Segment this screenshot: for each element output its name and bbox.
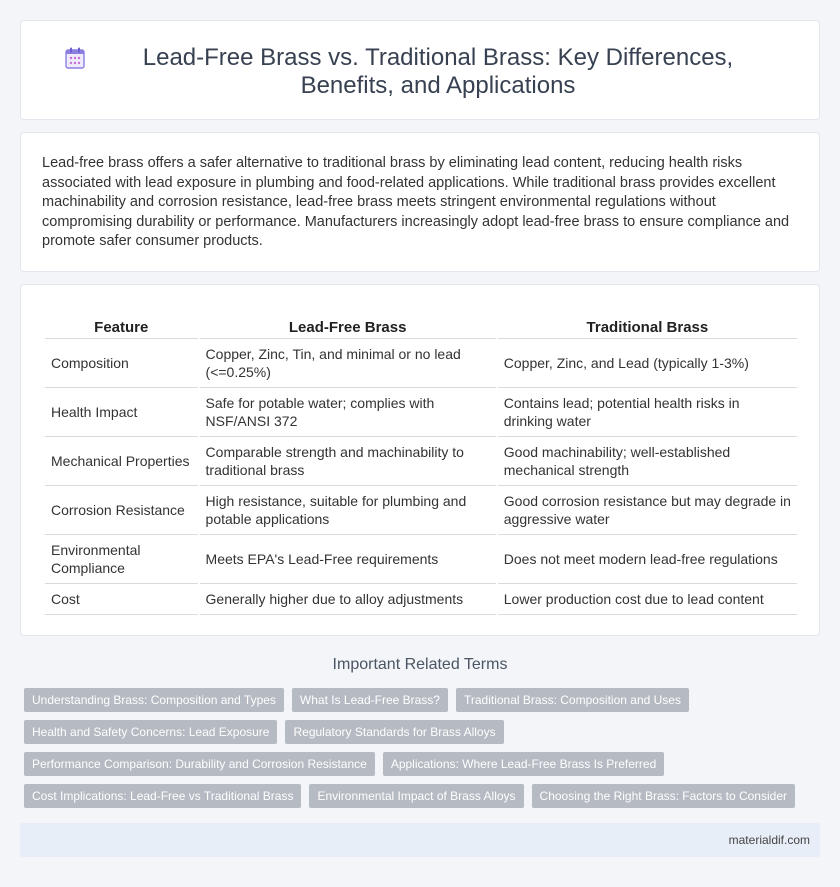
related-term-tag[interactable]: Traditional Brass: Composition and Uses (456, 688, 689, 712)
header-traditional-brass: Traditional Brass (498, 315, 797, 339)
page-title: Lead-Free Brass vs. Traditional Brass: Key Differences, Benefits, and Applications (142, 44, 734, 99)
feature-cell: Health Impact (45, 388, 198, 437)
lead-free-cell: Meets EPA's Lead-Free requirements (200, 535, 496, 584)
table-row (45, 535, 797, 584)
traditional-cell: Good corrosion resistance but may degrade in aggressive water (498, 486, 797, 535)
traditional-cell: Good machinability; well-established mechanical strength (498, 437, 797, 486)
table-row (45, 388, 797, 437)
feature-cell: Mechanical Properties (45, 437, 198, 486)
related-term-tag[interactable]: Environmental Impact of Brass Alloys (309, 784, 523, 808)
related-term-tag[interactable]: Cost Implications: Lead-Free vs Traditional Brass (24, 784, 301, 808)
table-row (45, 339, 797, 388)
lead-free-cell: Generally higher due to alloy adjustments (200, 584, 496, 615)
lead-free-cell: Safe for potable water; complies with NSF/ANSI 372 (200, 388, 496, 437)
comparison-card (20, 284, 820, 636)
lead-free-cell: Copper, Zinc, Tin, and minimal or no lead (<=0.25%) (200, 339, 496, 388)
footer-site-link[interactable]: materialdif.com (728, 833, 810, 847)
feature-cell: Cost (45, 584, 198, 615)
traditional-cell: Lower production cost due to lead content (498, 584, 797, 615)
feature-cell: Corrosion Resistance (45, 486, 198, 535)
feature-cell: Composition (45, 339, 198, 388)
header-card (20, 20, 820, 120)
related-term-tag[interactable]: What Is Lead-Free Brass? (292, 688, 448, 712)
related-term-tag[interactable]: Health and Safety Concerns: Lead Exposure (24, 720, 277, 744)
table-row (45, 437, 797, 486)
header-feature: Feature (45, 315, 198, 339)
traditional-cell: Contains lead; potential health risks in drinking water (498, 388, 797, 437)
related-term-tag[interactable]: Understanding Brass: Composition and Types (24, 688, 284, 712)
related-term-tag[interactable]: Choosing the Right Brass: Factors to Consider (532, 784, 795, 808)
comparison-table (43, 315, 799, 615)
related-terms-heading: Important Related Terms (332, 656, 508, 673)
related-term-tag[interactable]: Performance Comparison: Durability and Corrosion Resistance (24, 752, 375, 776)
intro-paragraph: Lead-free brass offers a safer alternative to traditional brass by eliminating lead content, reducing health risks associated with lead exposure in plumbing and food-related applications. While traditional brass provides excellent machinability and corrosion resistance, lead-free brass meets stringent environmental regulations without compromising durability or performance. Manufacturers increasingly adopt lead-free brass to ensure compliance and promote safer consumer products. (42, 155, 790, 249)
feature-cell: Environmental Compliance (45, 535, 198, 584)
traditional-cell: Does not meet modern lead-free regulations (498, 535, 797, 584)
related-terms-list (24, 688, 824, 816)
table-header-row (45, 315, 797, 339)
lead-free-cell: Comparable strength and machinability to traditional brass (200, 437, 496, 486)
table-row (45, 486, 797, 535)
header-lead-free-brass: Lead-Free Brass (200, 315, 496, 339)
related-term-tag[interactable]: Applications: Where Lead-Free Brass Is Preferred (383, 752, 664, 776)
intro-card (20, 132, 820, 272)
lead-free-cell: High resistance, suitable for plumbing and potable applications (200, 486, 496, 535)
table-row (45, 584, 797, 615)
traditional-cell: Copper, Zinc, and Lead (typically 1-3%) (498, 339, 797, 388)
footer (20, 823, 820, 857)
related-term-tag[interactable]: Regulatory Standards for Brass Alloys (285, 720, 503, 744)
